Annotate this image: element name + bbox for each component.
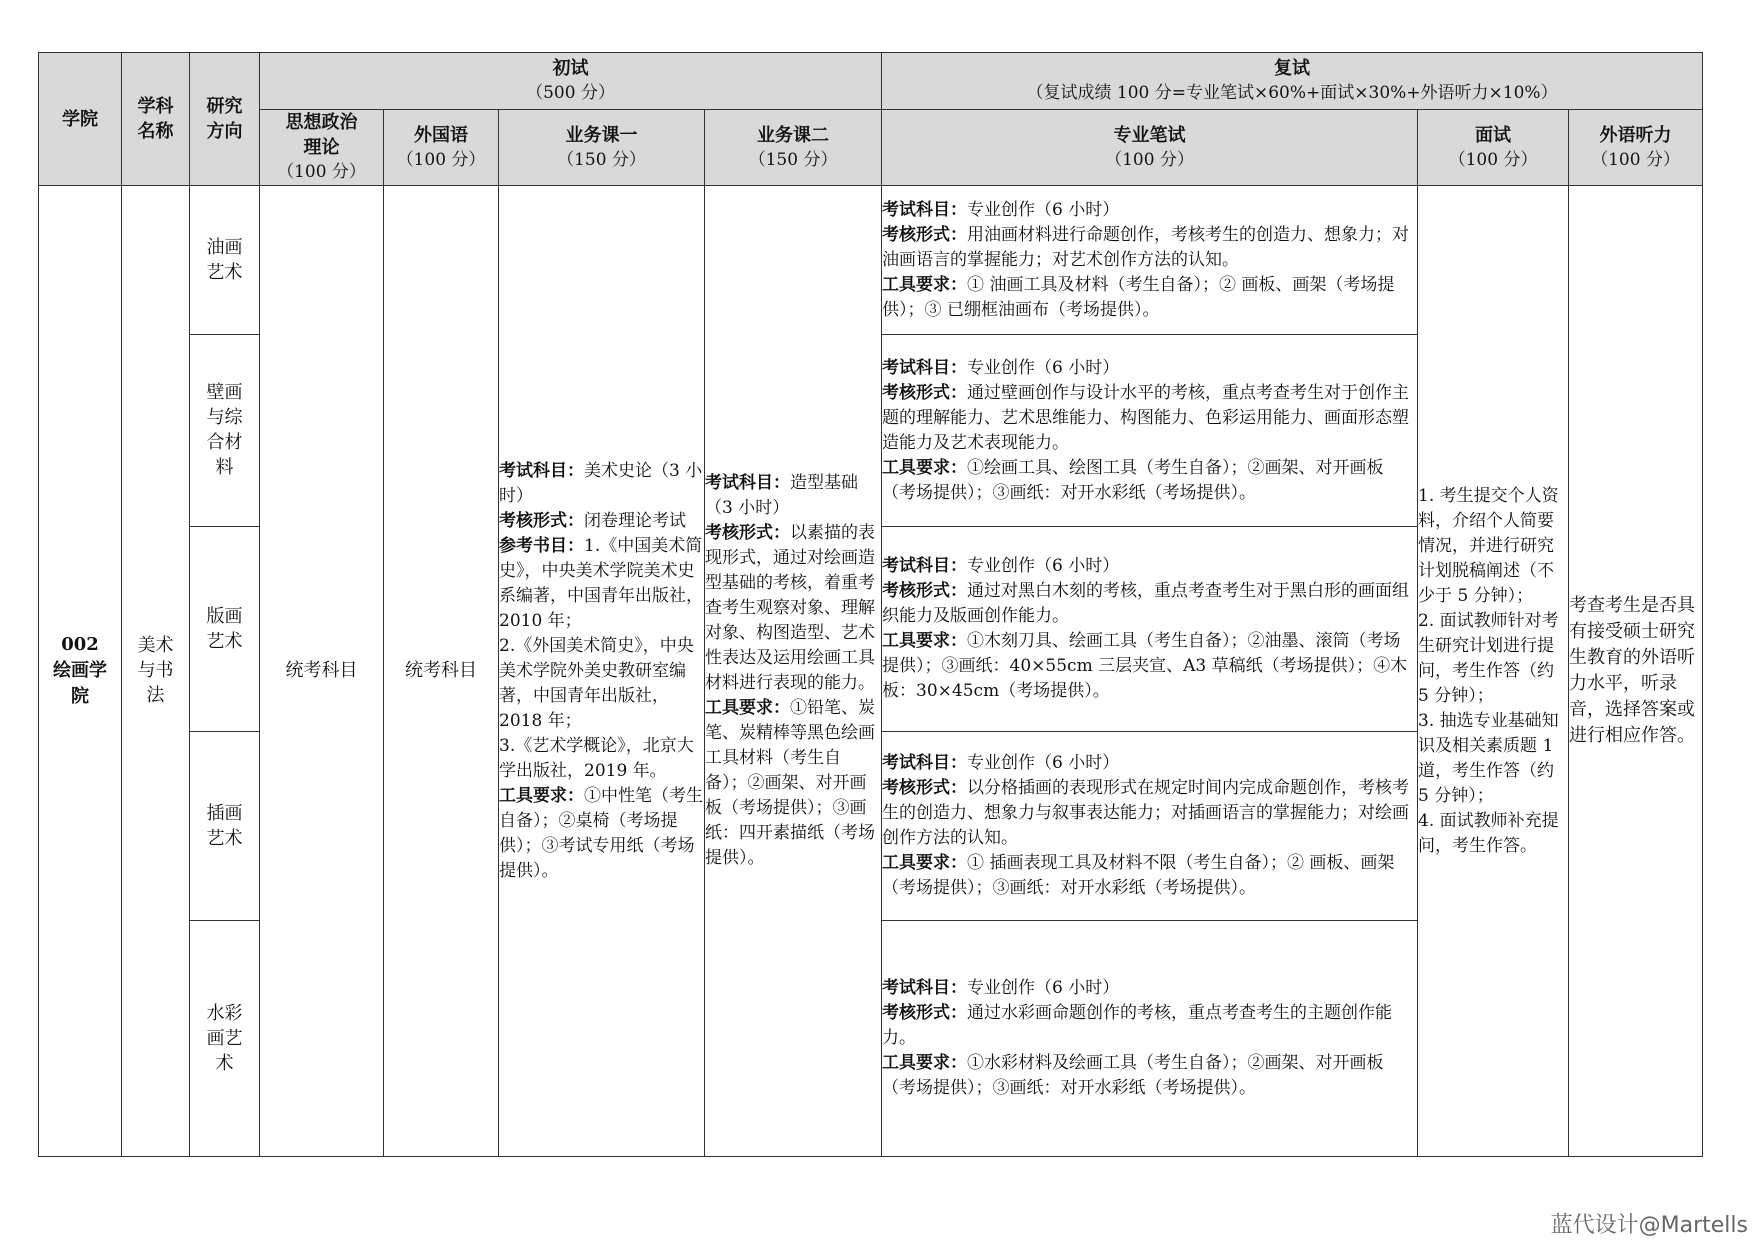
direction-oil-painting: 油画艺术	[190, 186, 260, 335]
direction-watercolor: 水彩画艺术	[190, 921, 260, 1157]
course-two-cell: 考试科目：造型基础（3 小时） 考核形式：以素描的表现形式，通过对绘画造型基础的考核，着重考查考生观察对象、理解对象、构图造型、艺术性表达及运用绘画工具材料进行表现的能力。 工具要求：①铅笔、炭笔、炭精棒等黑色绘画工具材料（考生自备）；②画架、对开画板（考场提供）；③画纸：四开素描纸（考场提供）。	[705, 186, 882, 1157]
direction-printmaking: 版画艺术	[190, 527, 260, 732]
course-one-cell: 考试科目：美术史论（3 小时） 考核形式：闭卷理论考试 参考书目：1.《中国美术简史》，中央美术学院美术史系编著，中国青年出版社，2010 年； 2.《外国美术简史》，中央美术学院外美史教研室编著，中国青年出版社，2018 年； 3.《艺术学概论》，北京大学出版社，2019 年。 工具要求：①中性笔（考生自备）；②桌椅（考场提供）；③考试专用纸（考场提供）。	[499, 186, 705, 1157]
politics-cell: 统考科目	[260, 186, 384, 1157]
foreign-language-cell: 统考科目	[384, 186, 499, 1157]
listening-cell: 考查考生是否具有接受硕士研究生教育的外语听力水平，听录音，选择答案或进行相应作答。	[1569, 186, 1703, 1157]
subject-cell: 美术与书法	[122, 186, 190, 1157]
exam-requirements-table	[38, 52, 1703, 1157]
interview-cell: 1. 考生提交个人资料，介绍个人简要情况，并进行研究计划脱稿阐述（不少于 5 分钟）； 2. 面试教师针对考生研究计划进行提问，考生作答（约 5 分钟）； 3. 抽选专业基础知识及相关素质题 1 道，考生作答（约 5 分钟）； 4. 面试教师补充提问，考生作答。	[1418, 186, 1569, 1157]
retest-formula: （复试成绩 100 分=专业笔试×60%+面试×30%+外语听力×10%）	[1026, 83, 1558, 103]
retest-title: 复试	[1274, 58, 1311, 79]
header-foreign-language: 外国语 （100 分）	[384, 110, 499, 186]
initial-exam-title: 初试	[552, 58, 589, 79]
written-exam-printmaking: 考试科目：专业创作（6 小时） 考核形式：通过对黑白木刻的考核，重点考查考生对于黑白形的画面组织能力及版画创作能力。 工具要求：①木刻刀具、绘画工具（考生自备）；②油墨、滚筒（考场提供）；③画纸：40×55cm 三层夹宣、A3 草稿纸（考场提供）；④木板：30×45cm（考场提供）。	[882, 527, 1418, 732]
header-college: 学院	[39, 53, 122, 186]
header-course-two: 业务课二 （150 分）	[705, 110, 882, 186]
written-exam-oil-painting: 考试科目：专业创作（6 小时） 考核形式：用油画材料进行命题创作，考核考生的创造力、想象力；对油画语言的掌握能力；对艺术创作方法的认知。 工具要求：① 油画工具及材料（考生自备）；② 画板、画架（考场提供）；③ 已绷框油画布（考场提供）。	[882, 186, 1418, 335]
initial-exam-score: （500 分）	[526, 83, 615, 103]
header-listening: 外语听力 （100 分）	[1569, 110, 1703, 186]
college-cell: 002 绘画学院	[39, 186, 122, 1157]
header-written-exam: 专业笔试 （100 分）	[882, 110, 1418, 186]
direction-mural: 壁画与综合材料	[190, 335, 260, 527]
written-exam-watercolor: 考试科目：专业创作（6 小时） 考核形式：通过水彩画命题创作的考核，重点考查考生的主题创作能力。 工具要求：①水彩材料及绘画工具（考生自备）；②画架、对开画板（考场提供）；③画纸：对开水彩纸（考场提供）。	[882, 921, 1418, 1157]
direction-illustration: 插画艺术	[190, 732, 260, 921]
header-retest	[882, 53, 1703, 110]
written-exam-illustration: 考试科目：专业创作（6 小时） 考核形式：以分格插画的表现形式在规定时间内完成命题创作，考核考生的创造力、想象力与叙事表达能力；对插画语言的掌握能力；对绘画创作方法的认知。 工具要求：① 插画表现工具及材料不限（考生自备）；② 画板、画架（考场提供）；③画纸：对开水彩纸（考场提供）。	[882, 732, 1418, 921]
header-direction: 研究方向	[190, 53, 260, 186]
header-politics: 思想政治理论 （100 分）	[260, 110, 384, 186]
header-interview: 面试 （100 分）	[1418, 110, 1569, 186]
header-initial-exam	[260, 53, 882, 110]
header-subject: 学科名称	[122, 53, 190, 186]
written-exam-mural: 考试科目：专业创作（6 小时） 考核形式：通过壁画创作与设计水平的考核，重点考查考生对于创作主题的理解能力、艺术思维能力、构图能力、色彩运用能力、画面形态塑造能力及艺术表现能力。 工具要求：①绘画工具、绘图工具（考生自备）；②画架、对开画板（考场提供）；③画纸：对开水彩纸（考场提供）。	[882, 335, 1418, 527]
watermark: 蓝代设计@Martells	[1550, 1213, 1748, 1238]
header-course-one: 业务课一 （150 分）	[499, 110, 705, 186]
